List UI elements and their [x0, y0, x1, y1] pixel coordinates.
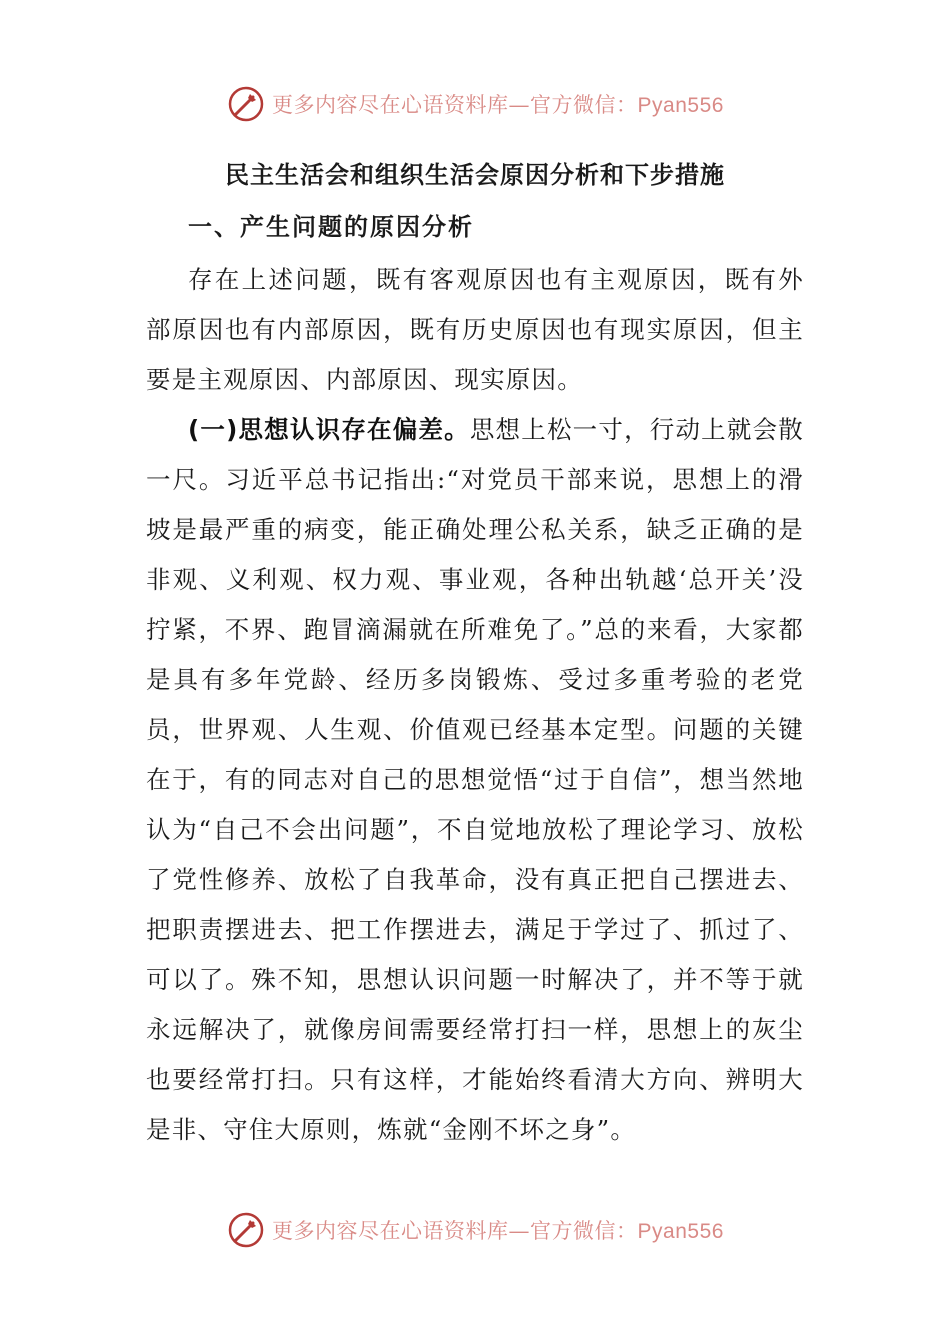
watermark-footer — [0, 1208, 950, 1252]
section-heading: 一、产生问题的原因分析 — [188, 212, 474, 241]
document-title: 民主生活会和组织生活会原因分析和下步措施 — [225, 160, 725, 189]
watermark-handle: Pyan556 — [637, 94, 724, 117]
point-1-heading: (一)思想认识存在偏差。 — [188, 415, 470, 444]
watermark-text — [272, 1215, 724, 1245]
watermark-label: 更多内容尽在心语资料库—官方微信： — [272, 93, 638, 117]
pen-logo-icon — [226, 1210, 266, 1250]
pen-logo-icon — [226, 84, 266, 124]
document-body — [146, 255, 804, 1155]
point-1-paragraph — [146, 405, 804, 1155]
watermark-label: 更多内容尽在心语资料库—官方微信： — [272, 1219, 638, 1243]
watermark-text — [272, 89, 724, 119]
intro-paragraph: 存在上述问题，既有客观原因也有主观原因，既有外部原因也有内部原因，既有历史原因也有现实原因，但主要是主观原因、内部原因、现实原因。 — [146, 265, 804, 394]
point-1-text: 思想上松一寸，行动上就会散一尺。习近平总书记指出:“对党员干部来说，思想上的滑坡是最严重的病变，能正确处理公私关系，缺乏正确的是非观、义利观、权力观、事业观，各种出轨越‘总开关’没拧紧，不界、跑冒滴漏就在所难免了。”总的来看，大家都是具有多年党龄、经历多岗锻炼、受过多重考验的老党员，世界观、人生观、价值观已经基本定型。问题的关键在于，有的同志对自己的思想觉悟“过于自信”，想当然地认为“自己不会出问题”，不自觉地放松了理论学习、放松了党性修养、放松了自我革命，没有真正把自己摆进去、把职责摆进去、把工作摆进去，满足于学过了、抓过了、可以了。殊不知，思想认识问题一时解决了，并不等于就永远解决了，就像房间需要经常打扫一样，思想上的灰尘也要经常打扫。只有这样，才能始终看清大方向、辨明大是非、守住大原则，炼就“金刚不坏之身”。 — [146, 415, 804, 1144]
watermark-handle: Pyan556 — [637, 1220, 724, 1243]
watermark-header — [0, 82, 950, 126]
